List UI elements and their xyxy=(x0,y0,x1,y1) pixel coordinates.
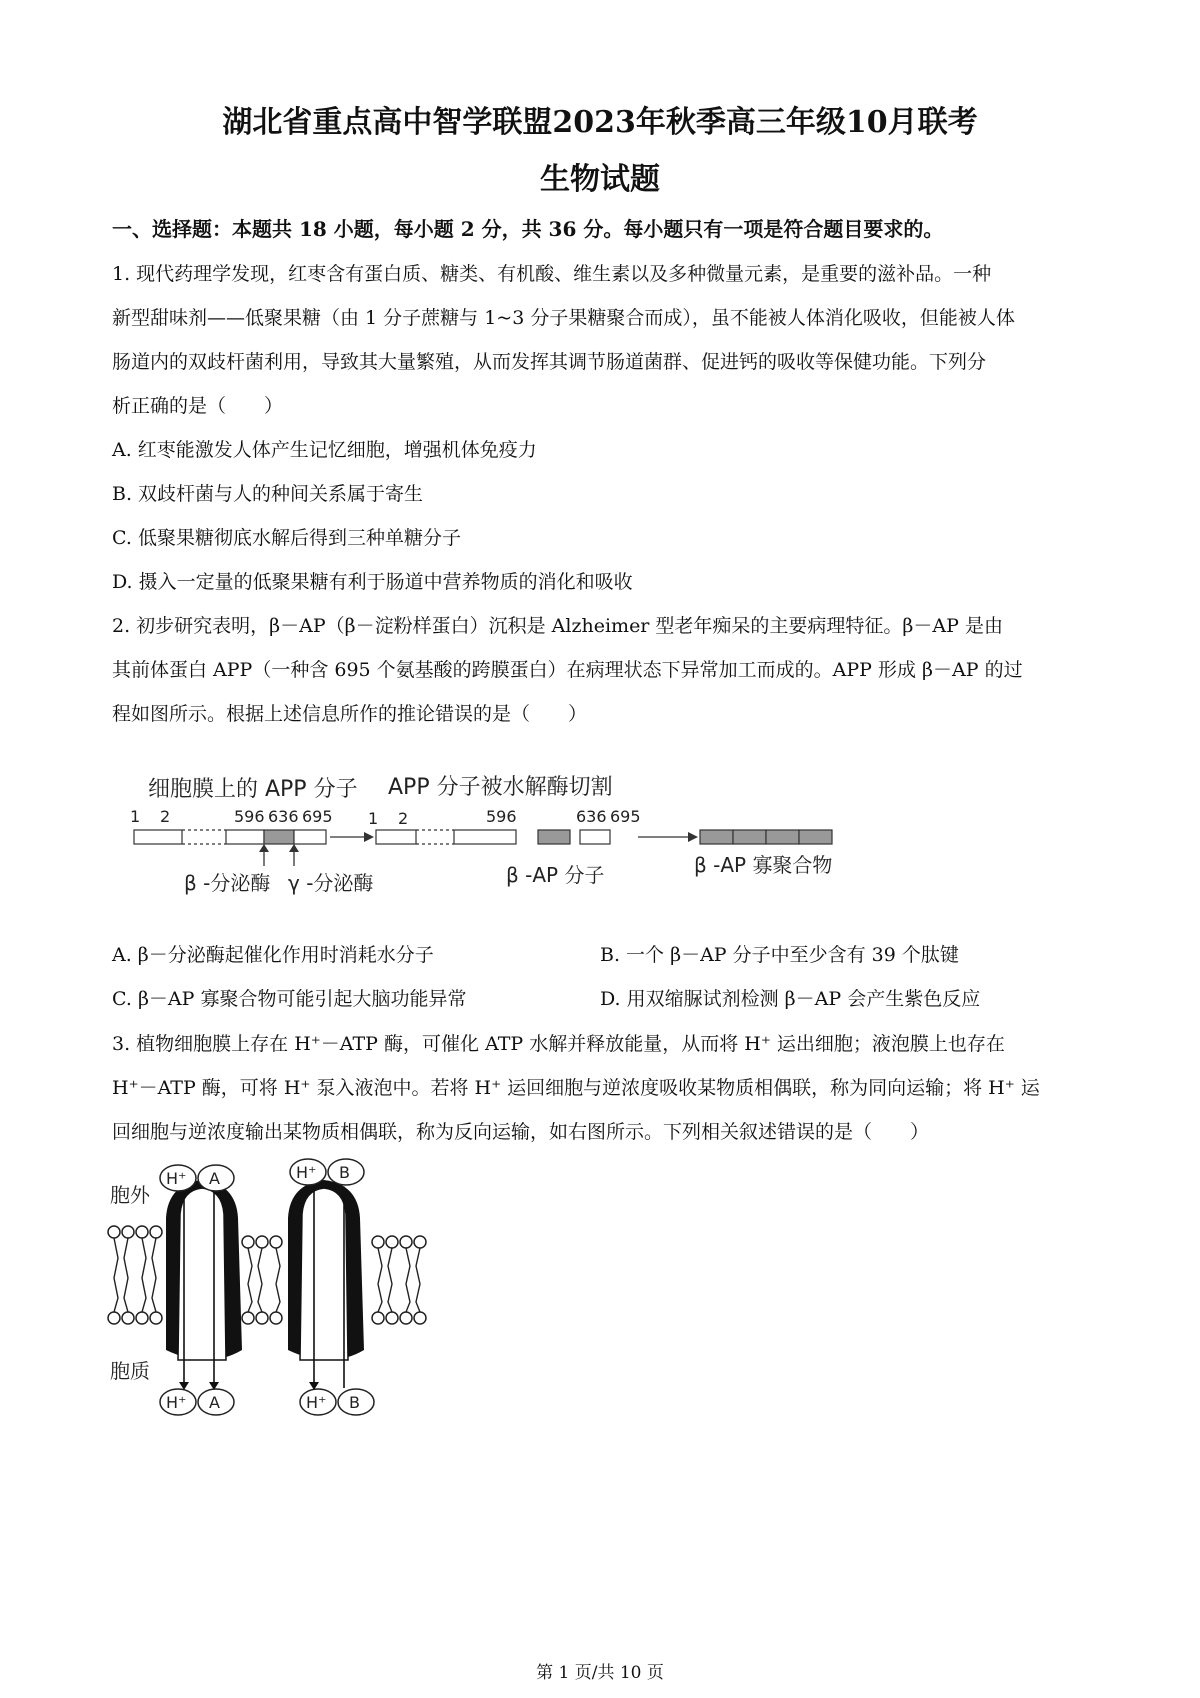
section-heading: 一、选择题：本题共 18 小题，每小题 2 分，共 36 分。每小题只有一项是符合题目要求的。 xyxy=(112,217,944,241)
oligomer-unit xyxy=(766,830,799,844)
b-bottom: B xyxy=(349,1393,360,1412)
h-ion-bottom-2: H⁺ xyxy=(306,1393,327,1412)
q2-option-d: D. 用双缩脲试剂检测 β－AP 会产生紫色反应 xyxy=(600,988,981,1010)
n-terminal-fragment-end xyxy=(454,830,516,844)
exam-title: 湖北省重点高中智学联盟2023年秋季高三年级10月联考 xyxy=(222,105,978,140)
oligomer-arrow-head xyxy=(688,832,698,842)
q1-option-a: A. 红枣能激发人体产生记忆细胞，增强机体免疫力 xyxy=(112,439,537,461)
num-596-right: 596 xyxy=(486,807,517,826)
num-596: 596 xyxy=(234,807,265,826)
num-695: 695 xyxy=(302,807,333,826)
q1-line: 1. 现代药理学发现，红枣含有蛋白质、糖类、有机酸、维生素以及多种微量元素，是重要的滋补品。一种 xyxy=(112,263,992,285)
q1-line: 析正确的是（ ） xyxy=(112,395,284,417)
exam-subtitle: 生物试题 xyxy=(540,162,660,197)
q3-line: H⁺－ATP 酶，可将 H⁺ 泵入液泡中。若将 H⁺ 运回细胞与逆浓度吸收某物质相偶联，称为同向运输；将 H⁺ 运 xyxy=(112,1077,1040,1099)
fig-label-left: 细胞膜上的 APP 分子 xyxy=(148,777,358,802)
num-1-right: 1 xyxy=(368,809,379,828)
q1-line: 新型甜味剂——低聚果糖（由 1 分子蔗糖与 1~3 分子果糖聚合而成），虽不能被人体消化吸收，但能被人体 xyxy=(112,307,1015,329)
q2-option-a: A. β－分泌酶起催化作用时消耗水分子 xyxy=(112,944,434,966)
lipid-heads-top xyxy=(108,1226,426,1248)
page-footer: 第 1 页/共 10 页 xyxy=(536,1663,664,1683)
fig-label-right: APP 分子被水解酶切割 xyxy=(388,775,613,800)
app-bar-left-mid xyxy=(226,830,264,844)
q1-option-d: D. 摄入一定量的低聚果糖有利于肠道中营养物质的消化和吸收 xyxy=(112,571,633,593)
num-636: 636 xyxy=(268,807,299,826)
num-695-right: 695 xyxy=(610,807,641,826)
gamma-secretase-label: γ -分泌酶 xyxy=(288,871,374,895)
lipid-tails xyxy=(114,1238,420,1312)
num-1: 1 xyxy=(130,807,141,826)
cytoplasm-label: 胞质 xyxy=(110,1359,150,1383)
app-bar-left-end xyxy=(294,830,326,844)
q3-line: 3. 植物细胞膜上存在 H⁺－ATP 酶，可催化 ATP 水解并释放能量，从而将 H⁺ 运出细胞；液泡膜上也存在 xyxy=(112,1033,1005,1055)
bottom-ion-circles xyxy=(160,1389,374,1415)
transporter-channel-2 xyxy=(300,1188,348,1360)
h-ion-top-2: H⁺ xyxy=(296,1163,317,1182)
num-2-right: 2 xyxy=(398,809,409,828)
q2-option-c: C. β－AP 寡聚合物可能引起大脑功能异常 xyxy=(112,988,467,1010)
process-arrow-head xyxy=(364,832,374,842)
app-bar-left-start xyxy=(134,830,182,844)
a-bottom: A xyxy=(209,1393,220,1412)
num-636-right: 636 xyxy=(576,807,607,826)
lipid-heads-bottom xyxy=(108,1312,426,1324)
b-top: B xyxy=(339,1163,350,1182)
outside-label: 胞外 xyxy=(110,1183,150,1207)
q1-line: 肠道内的双歧杆菌利用，导致其大量繁殖，从而发挥其调节肠道菌群、促进钙的吸收等保健功能。下列分 xyxy=(112,351,987,373)
oligomer-unit xyxy=(799,830,832,844)
q2-option-b: B. 一个 β－AP 分子中至少含有 39 个肽键 xyxy=(600,944,959,966)
num-2: 2 xyxy=(160,807,171,826)
oligomer-label: β -AP 寡聚合物 xyxy=(694,853,833,877)
membrane-transport-figure xyxy=(108,1150,448,1440)
app-cleavage-figure xyxy=(130,768,900,908)
q1-option-b: B. 双歧杆菌与人的种间关系属于寄生 xyxy=(112,483,424,505)
oligomer-unit xyxy=(733,830,766,844)
q2-line: 其前体蛋白 APP（一种含 695 个氨基酸的跨膜蛋白）在病理状态下异常加工而成的。APP 形成 β－AP 的过 xyxy=(112,659,1023,681)
c-terminal-fragment xyxy=(580,830,610,844)
beta-enzyme-arrow-head xyxy=(259,844,269,852)
q1-option-c: C. 低聚果糖彻底水解后得到三种单糖分子 xyxy=(112,527,461,549)
beta-ap-segment xyxy=(264,830,294,844)
n-terminal-fragment xyxy=(376,830,416,844)
beta-ap-molecule xyxy=(538,830,570,844)
h-ion-bottom-1: H⁺ xyxy=(166,1393,187,1412)
beta-ap-molecule-label: β -AP 分子 xyxy=(506,863,605,887)
transporter-channel-1 xyxy=(178,1188,226,1360)
a-top: A xyxy=(209,1169,220,1188)
h-ion-top-1: H⁺ xyxy=(166,1169,187,1188)
q2-line: 程如图所示。根据上述信息所作的推论错误的是（ ） xyxy=(112,703,588,725)
beta-secretase-label: β -分泌酶 xyxy=(184,871,271,895)
q2-line: 2. 初步研究表明，β－AP（β－淀粉样蛋白）沉积是 Alzheimer 型老年痴呆的主要病理特征。β－AP 是由 xyxy=(112,615,1003,637)
oligomer-unit xyxy=(700,830,733,844)
q3-line: 回细胞与逆浓度输出某物质相偶联，称为反向运输，如右图所示。下列相关叙述错误的是（ ） xyxy=(112,1121,930,1143)
gamma-enzyme-arrow-head xyxy=(289,844,299,852)
